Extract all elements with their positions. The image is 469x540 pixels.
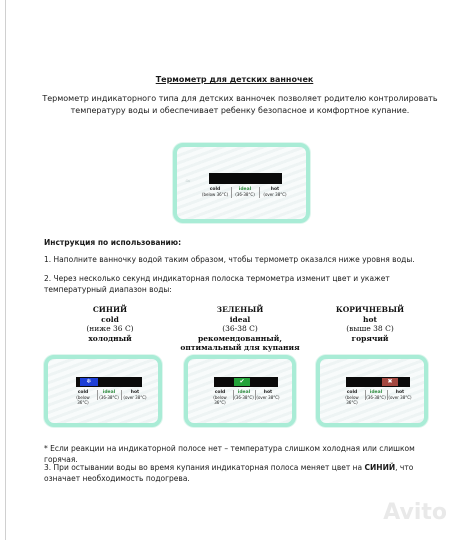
scale-ideal-label: ideal: [238, 187, 252, 192]
step-2: 2. Через несколько секунд индикаторная полоска термометра изменит цвет и укажет температурный диапазон воды:: [44, 274, 390, 294]
indicator-strip: [209, 173, 282, 184]
step-3-color: СИНИЙ: [364, 463, 396, 472]
footnote: * Если реакции на индикаторной полосе нет – температура слишком холодная или слишком горячая.: [44, 444, 415, 464]
state-name: КОРИЧНЕВЫЙ: [335, 305, 405, 314]
step-3-text-end: , что означает необходимость подогрева.: [44, 463, 414, 483]
scale-cold: [340, 390, 364, 405]
step-3: [44, 462, 444, 484]
state-range: (ниже 36 С): [86, 324, 134, 333]
state-name: ЗЕЛЕНЫЙ: [216, 305, 264, 314]
thermometer-card-ideal: [184, 355, 296, 427]
snowflake-icon: ❄: [86, 378, 92, 385]
scale-cold-label: cold: [346, 390, 358, 395]
scale-hot-range: (over 38°C): [263, 192, 287, 197]
state-en: cold: [101, 314, 119, 324]
wave-pattern: ≈: [185, 177, 191, 185]
scale-ideal-range: (36-38°C): [99, 395, 119, 400]
scale-cold-label: cold: [209, 187, 221, 192]
scale-hot-label: hot: [395, 390, 405, 395]
scale-hot-label: hot: [130, 390, 140, 395]
scale-ideal-range: (36-38°C): [235, 192, 255, 197]
scale-ideal-label: ideal: [237, 390, 251, 395]
scale-ideal-label: ideal: [369, 390, 383, 395]
state-desc: рекомендованный,: [198, 333, 282, 343]
thermometer-main-card: [173, 143, 310, 223]
scale-hot: [388, 390, 412, 400]
thermometer-card-cold: [44, 355, 162, 427]
scale-ideal: [232, 187, 258, 197]
scale-hot-range: (over 38°C): [256, 395, 280, 400]
scale-ideal: [98, 390, 120, 400]
state-range: (выше 38 С): [346, 324, 394, 333]
scale-hot-label: hot: [263, 390, 273, 395]
intro-paragraph: Термометр индикаторного типа для детских ванночек позволяет родителю контролировать температуру воды и обеспечивает ребенку безопасное и комфортное купание.: [42, 94, 438, 115]
scale-hot-label: hot: [270, 187, 280, 192]
state-en: hot: [363, 314, 377, 324]
step-3-text: 3. При остывании воды во время купания индикаторная полоса меняет цвет на: [44, 463, 365, 472]
state-label-ideal: [175, 305, 305, 353]
state-desc-2: оптимальный для купания: [180, 343, 300, 352]
scale-cold-label: cold: [77, 390, 89, 395]
scale-hot-range: (over 38°C): [123, 395, 147, 400]
scale-hot: [122, 390, 148, 400]
scale-ideal-range: (36-38°C): [234, 395, 254, 400]
scale-cold-label: cold: [214, 390, 226, 395]
indicator-strip: [346, 377, 410, 387]
state-name: СИНИЙ: [92, 305, 128, 314]
check-icon: ✔: [239, 378, 245, 385]
scale-cold: [200, 187, 230, 197]
scale-ideal-range: (36-38°C): [366, 395, 386, 400]
state-range: (36-38 С): [222, 324, 258, 333]
scale-hot: [256, 390, 280, 400]
scale-cold-range: (below 36°C): [213, 395, 227, 405]
scale-ideal: [234, 390, 254, 400]
instructions-heading: Инструкция по использованию:: [44, 238, 182, 247]
document-title: Термометр для детских ванночек: [155, 75, 314, 84]
scale-ideal: [366, 390, 386, 400]
cross-icon: ✖: [387, 378, 393, 385]
scale-ideal-label: ideal: [102, 390, 116, 395]
state-label-hot: [315, 305, 425, 343]
scale-cold-range: (below 36°C): [76, 395, 90, 405]
step-1: 1. Наполните ванночку водой таким образом, чтобы термометр оказался ниже уровня воды.: [44, 255, 415, 264]
state-label-cold: [60, 305, 160, 343]
watermark-logo: Avito: [383, 500, 447, 525]
scale-cold: [70, 390, 96, 405]
state-desc: горячий: [351, 333, 389, 343]
scale-cold-range: (below 36°C): [345, 395, 359, 405]
thermometer-card-hot: [316, 355, 428, 427]
scale-cold: [208, 390, 232, 405]
scale-hot-range: (over 38°C): [388, 395, 412, 400]
state-desc: холодный: [88, 333, 132, 343]
state-en: ideal: [229, 314, 251, 324]
scale-hot: [260, 187, 290, 197]
scale-cold-range: (below 36°C): [201, 192, 229, 197]
